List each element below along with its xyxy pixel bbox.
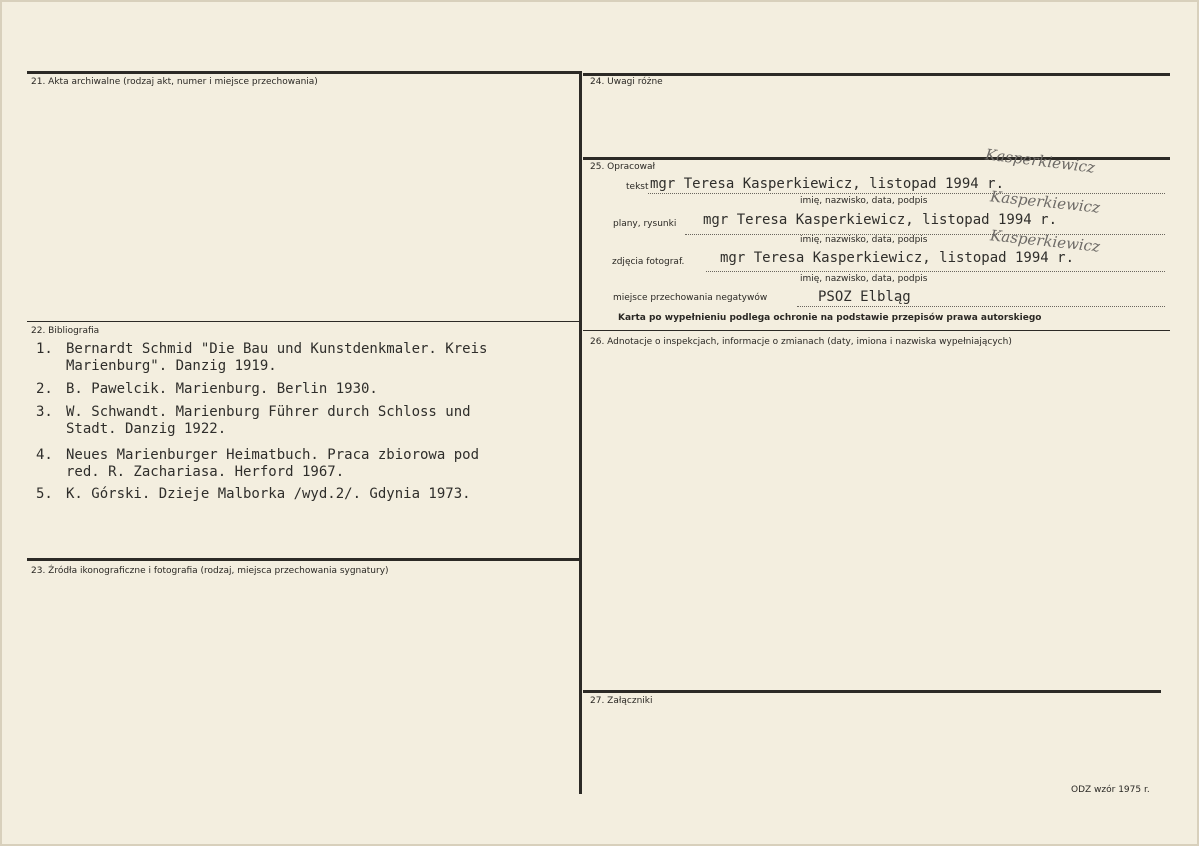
bibliography-number: 2. — [36, 381, 53, 397]
bibliography-line: Marienburg". Danzig 1919. — [66, 358, 277, 374]
tekst-value: mgr Teresa Kasperkiewicz, listopad 1994 r. — [650, 176, 1005, 192]
bibliography-line: Stadt. Danzig 1922. — [66, 421, 227, 437]
bibliography-item — [36, 447, 581, 481]
bibliography-line: B. Pawelcik. Marienburg. Berlin 1930. — [66, 381, 378, 397]
top-rule-left — [27, 71, 580, 74]
copyright-note: Karta po wypełnieniu podlega ochronie na podstawie przepisów prawa autorskiego — [618, 313, 1042, 323]
section-24-label: 24. Uwagi różne — [590, 77, 663, 87]
bibliography-line: W. Schwandt. Marienburg Führer durch Schloss und — [66, 404, 471, 420]
rule-27 — [583, 690, 1161, 693]
bibliography-number: 5. — [36, 486, 53, 502]
bibliography-item — [36, 381, 581, 398]
section-26-label: 26. Adnotacje o inspekcjach, informacje o zmianach (daty, imiona i nazwiska wypełniających) — [590, 337, 1012, 347]
bibliography-line: K. Górski. Dzieje Malborka /wyd.2/. Gdynia 1973. — [66, 486, 471, 502]
negatywy-dotted-line — [797, 306, 1165, 307]
tekst-caption: imię, nazwisko, data, podpis — [800, 196, 928, 206]
section-22-label: 22. Bibliografia — [31, 326, 100, 336]
bibliography-number: 4. — [36, 447, 53, 463]
zdjecia-caption: imię, nazwisko, data, podpis — [800, 274, 928, 284]
section-25-label: 25. Opracował — [590, 162, 656, 172]
zdjecia-value: mgr Teresa Kasperkiewicz, listopad 1994 r. — [720, 250, 1075, 266]
signature-plany: Kasperkiewicz — [989, 187, 1101, 217]
section-21-label: 21. Akta archiwalne (rodzaj akt, numer i miejsce przechowania) — [31, 77, 318, 87]
zdjecia-dotted-line — [706, 271, 1165, 272]
plany-caption: imię, nazwisko, data, podpis — [800, 235, 928, 245]
plany-label: plany, rysunki — [613, 219, 677, 229]
bibliography-item — [36, 341, 581, 375]
rule-22-top — [27, 321, 580, 322]
rule-23 — [27, 558, 580, 561]
bibliography-number: 3. — [36, 404, 53, 420]
bibliography-number: 1. — [36, 341, 53, 357]
section-27-label: 27. Załączniki — [590, 696, 653, 706]
bibliography-line: Neues Marienburger Heimatbuch. Praca zbiorowa pod — [66, 447, 480, 463]
bibliography-item — [36, 404, 581, 438]
plany-value: mgr Teresa Kasperkiewicz, listopad 1994 r. — [703, 212, 1058, 228]
negatywy-label: miejsce przechowania negatywów — [613, 293, 768, 303]
tekst-dotted-line — [648, 193, 1165, 194]
form-code: ODZ wzór 1975 r. — [1071, 785, 1150, 795]
section-23-label: 23. Źródła ikonograficzne i fotografia (rodzaj, miejsca przechowania sygnatury) — [31, 566, 389, 576]
bibliography-line: red. R. Zachariasa. Herford 1967. — [66, 464, 345, 480]
signature-zdjecia: Kasperkiewicz — [989, 226, 1101, 256]
signature-tekst: Kasperkiewicz — [984, 145, 1096, 177]
tekst-label: tekst — [626, 182, 649, 192]
bibliography-line: Bernardt Schmid "Die Bau und Kunstdenkmaler. Kreis — [66, 341, 488, 357]
bibliography-item — [36, 486, 581, 503]
negatywy-value: PSOZ Elbląg — [818, 289, 911, 305]
rule-26 — [583, 330, 1170, 331]
top-rule-right — [583, 73, 1170, 76]
zdjecia-label: zdjęcia fotograf. — [612, 257, 685, 267]
